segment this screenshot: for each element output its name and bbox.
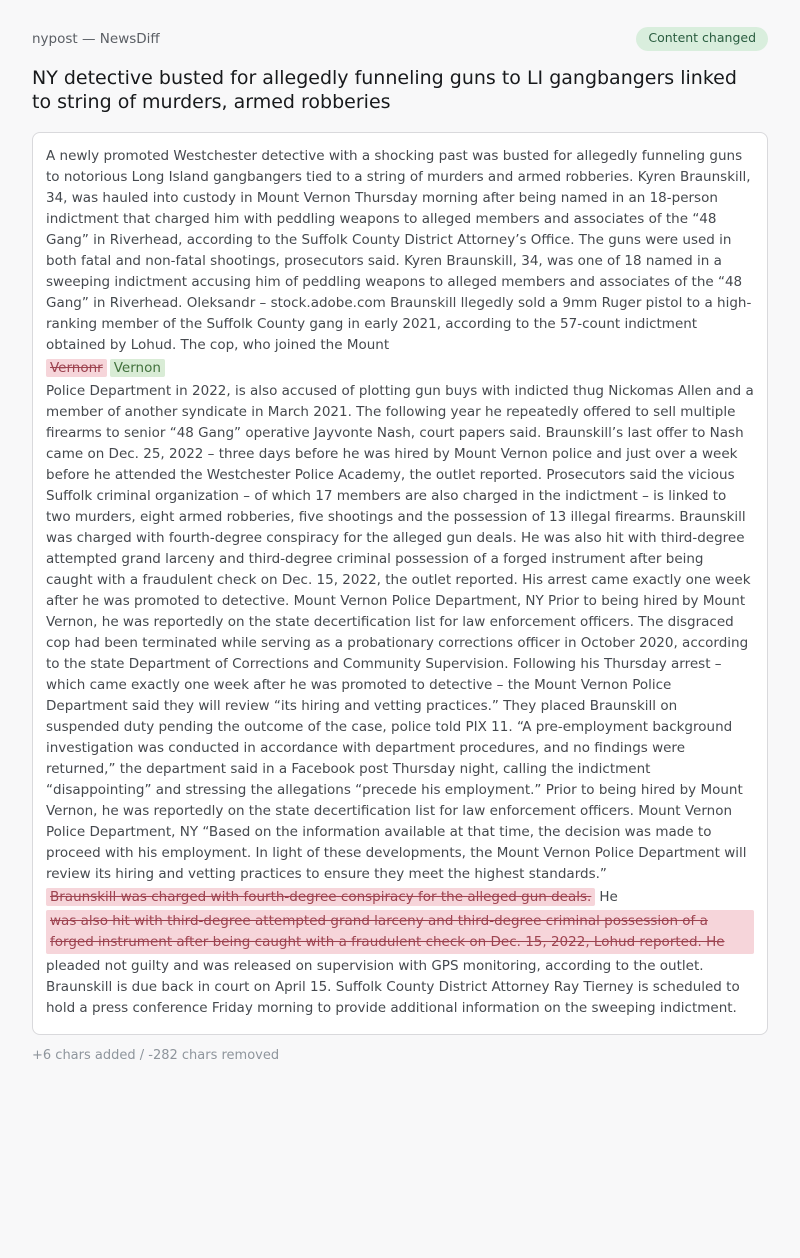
diff-line-vernon: [46, 358, 754, 379]
article-title: NY detective busted for allegedly funneling guns to LI gangbangers linked to string of murders, armed robberies: [32, 66, 737, 113]
kept-word: He: [599, 888, 618, 905]
source-label: nypost — NewsDiff: [32, 30, 160, 47]
article-paragraph-1: A newly promoted Westchester detective with a shocking past was busted for allegedly funneling guns to notorious Long Island gangbangers tied to a string of murders and armed robberies. Kyren Braunskill, 34, was hauled into custody in Mount Vernon Thursday morning after being named in an 18-person indictment that charged him with peddling weapons to alleged members and associates of the “48 Gang” in Riverhead, according to the Suffolk County District Attorney’s Office. The guns were used in both fatal and non-fatal shootings, prosecutors said. Kyren Braunskill, 34, was one of 18 named in a sweeping indictment accusing him of peddling weapons to alleged members and associates of the “48 Gang” in Riverhead. Oleksandr – stock.adobe.com Braunskill llegedly sold a 9mm Ruger pistol to a high-ranking member of the Suffolk County gang in early 2021, according to the 57-count indictment obtained by Lohud. The cop, who joined the Mount: [46, 147, 752, 353]
diff-summary: +6 chars added / -282 chars removed: [32, 1047, 280, 1063]
diff-line-conspiracy: [46, 887, 754, 908]
diff-article-card: [32, 132, 768, 1035]
topbar: [32, 27, 768, 51]
article-paragraph-2: Police Department in 2022, is also accused of plotting gun buys with indicted thug Nickomas Allen and a member of another syndicate in March 2021. The following year he repeatedly offered to sell multiple firearms to senior “48 Gang” operative Jayvonte Nash, court papers said. Braunskill’s last offer to Nash came on Dec. 25, 2022 – three days before he was hired by Mount Vernon police and just over a week before he attended the Westchester Police Academy, the outlet reported. Prosecutors said the vicious Suffolk criminal organization – of which 17 members are also charged in the indictment – is linked to two murders, eight armed robberies, five shootings and the possession of 13 illegal firearms. Braunskill was charged with fourth-degree conspiracy for the alleged gun deals. He was also hit with third-degree attempted grand larceny and third-degree criminal possession of a forged instrument after being caught with a fraudulent check on Dec. 15, 2022, the outlet reported. His arrest came exactly one week after he was promoted to detective. Mount Vernon Police Department, NY Prior to being hired by Mount Vernon, he was reportedly on the state decertification list for law enforcement officers. The disgraced cop had been terminated while serving as a probationary corrections officer in October 2020, according to the state Department of Corrections and Community Supervision. Following his Thursday arrest – which came exactly one week after he was promoted to detective – the Mount Vernon Police Department said they will review “its hiring and vetting practices.” They placed Braunskill on suspended duty pending the outcome of the case, police told PIX 11. “A pre-employment background investigation was conducted in accordance with department procedures, and no findings were returned,” the department said in a Facebook post Thursday night, calling the indictment “disappointing” and stressing the allegations “precede his employment.” Prior to being hired by Mount Vernon, he was reportedly on the state decertification list for law enforcement officers. Mount Vernon Police Department, NY “Based on the information available at that time, the decision was made to proceed with his employment. In light of these developments, the Mount Vernon Police Department will review its hiring and vetting practices to ensure they meet the highest standards.”: [46, 382, 754, 882]
removed-text-chip: Vernonr: [46, 359, 107, 377]
article-paragraph-3: pleaded not guilty and was released on supervision with GPS monitoring, according to the outlet. Braunskill is due back in court on April 15. Suffolk County District Attorney Ray Tierney is scheduled to hold a press conference Friday morning to provide additional information on the sweeping indictment.: [46, 957, 740, 1016]
added-text-chip: Vernon: [110, 359, 165, 377]
content-changed-badge: Content changed: [636, 27, 768, 51]
removed-block: was also hit with third-degree attempted grand larceny and third-degree criminal possession of a forged instrument after being caught with a fraudulent check on Dec. 15, 2022, Lohud reported. He: [46, 910, 754, 954]
removed-sentence-chip: Braunskill was charged with fourth-degree conspiracy for the alleged gun deals.: [46, 888, 595, 906]
